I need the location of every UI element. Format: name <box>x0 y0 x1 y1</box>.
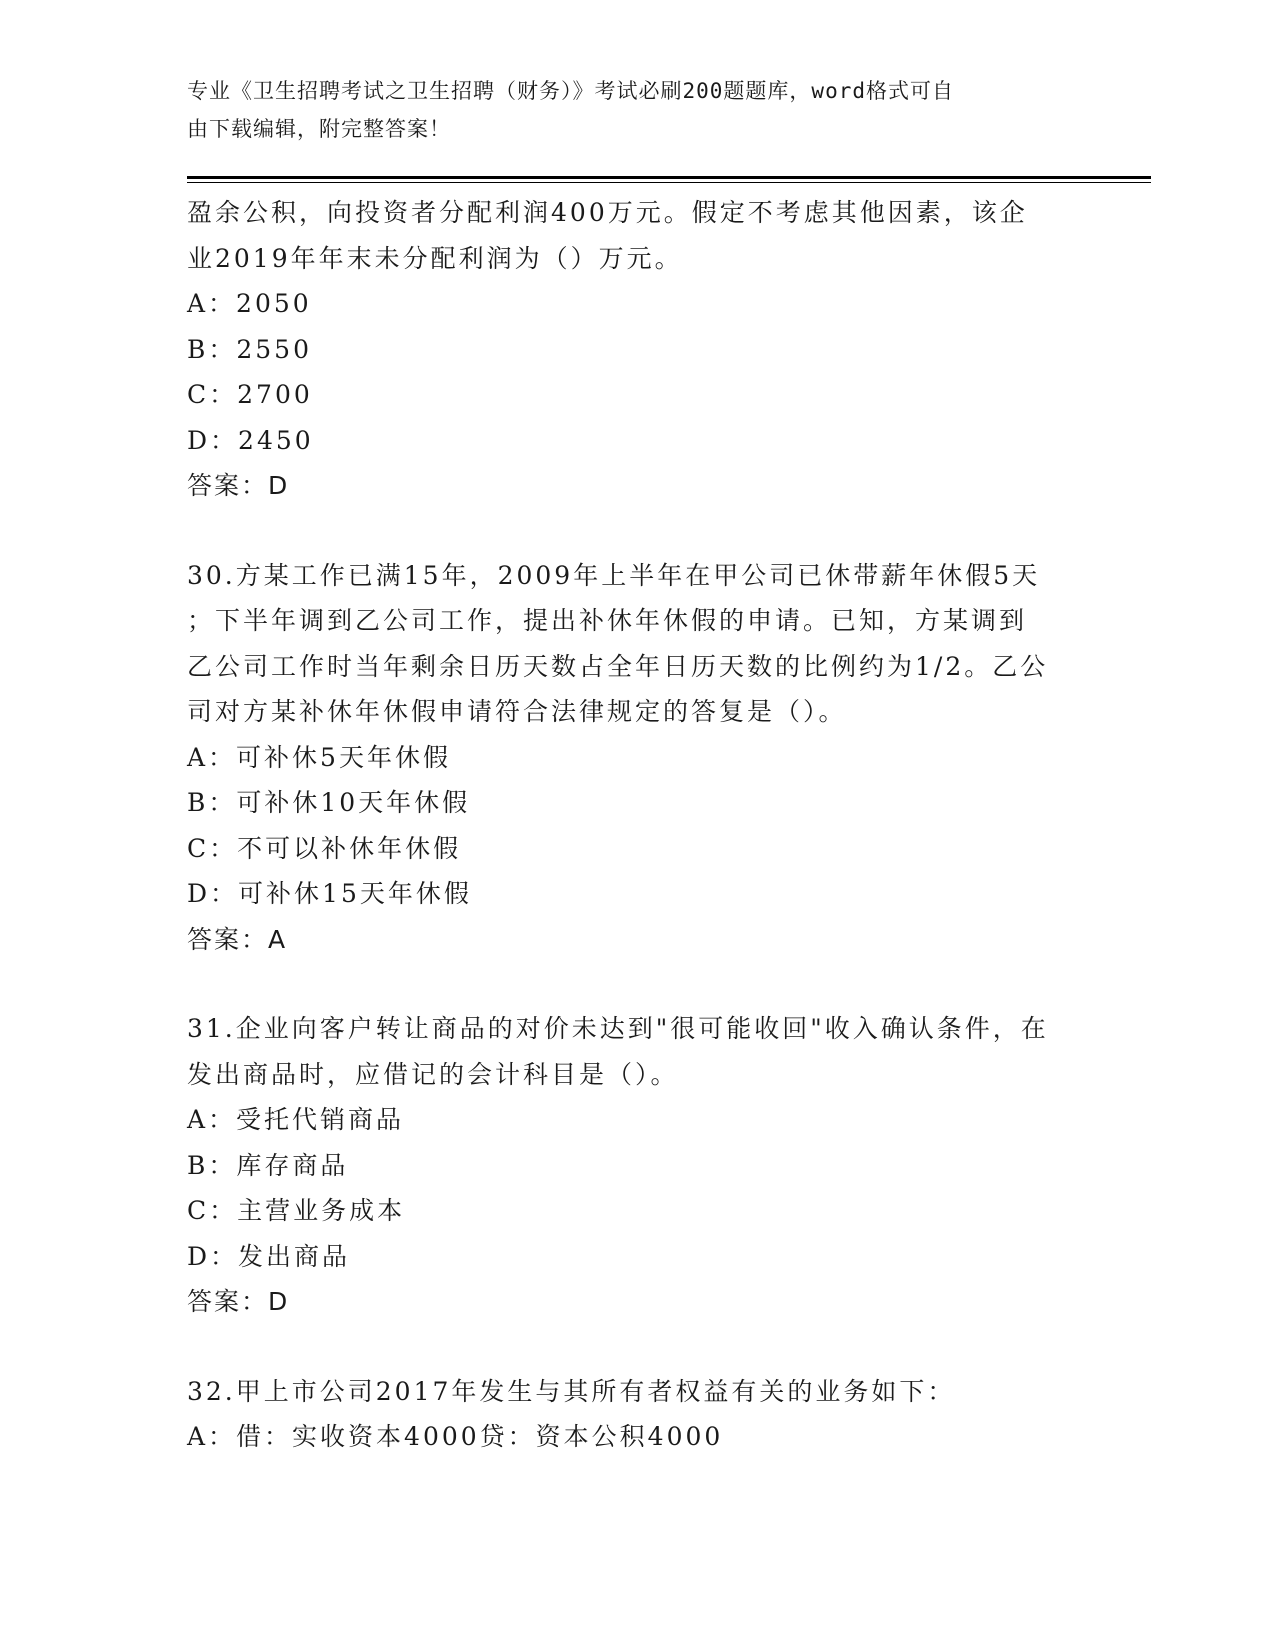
option-b: B：库存商品 <box>187 1150 349 1180</box>
question-stem-line: 业2019年年末未分配利润为（）万元。 <box>187 243 683 273</box>
answer-line: 答案：D <box>187 471 290 500</box>
option-c: C：不可以补休年休假 <box>187 833 462 863</box>
question-stem-line: 乙公司工作时当年剩余日历天数占全年日历天数的比例约为1/2。乙公 <box>187 651 1049 681</box>
question-stem-line: 31.企业向客户转让商品的对价未达到"很可能收回"收入确认条件，在 <box>187 1014 1049 1043</box>
answer-line: 答案：A <box>187 924 288 954</box>
header-line-2: 由下载编辑，附完整答案！ <box>187 117 451 141</box>
option-b: B：2550 <box>187 334 312 364</box>
option-d: D：发出商品 <box>187 1241 351 1271</box>
question-spacer <box>187 509 1087 553</box>
option-c: C：主营业务成本 <box>187 1196 406 1225</box>
option-a: A：可补休5天年休假 <box>187 742 451 772</box>
document-header <box>187 72 1087 148</box>
question-31 <box>187 1006 1087 1325</box>
option-c: C：2700 <box>187 380 313 409</box>
question-29 <box>187 190 1087 509</box>
option-a: A：2050 <box>187 289 312 318</box>
question-spacer <box>187 1325 1087 1369</box>
option-a: A：借：实收资本4000贷：资本公积4000 <box>187 1422 724 1451</box>
option-a: A：受托代销商品 <box>187 1105 405 1134</box>
question-stem-line: 盈余公积，向投资者分配利润400万元。假定不考虑其他因素，该企 <box>187 198 1028 227</box>
question-32 <box>187 1369 1087 1460</box>
question-30 <box>187 553 1087 963</box>
option-d: D：可补休15天年休假 <box>187 879 472 908</box>
question-stem-line: 司对方某补休年休假申请符合法律规定的答复是（）。 <box>187 697 847 726</box>
question-stem-line: 30.方某工作已满15年，2009年上半年在甲公司已休带薪年休假5天 <box>187 560 1041 590</box>
question-list <box>187 190 1087 1460</box>
question-stem-line: 32.甲上市公司2017年发生与其所有者权益有关的业务如下： <box>187 1376 956 1406</box>
header-divider-thick <box>187 176 1151 179</box>
option-b: B：可补休10天年休假 <box>187 788 471 817</box>
question-spacer <box>187 962 1087 1006</box>
header-line-1: 专业《卫生招聘考试之卫生招聘（财务）》考试必刷200题题库，word格式可自 <box>187 79 954 103</box>
option-d: D：2450 <box>187 425 314 455</box>
answer-line: 答案：D <box>187 1287 290 1316</box>
header-divider-thin <box>187 182 1151 183</box>
question-stem-line: 发出商品时，应借记的会计科目是（）。 <box>187 1059 679 1089</box>
question-stem-line: ；下半年调到乙公司工作，提出补休年休假的申请。已知，方某调到 <box>187 606 1028 635</box>
